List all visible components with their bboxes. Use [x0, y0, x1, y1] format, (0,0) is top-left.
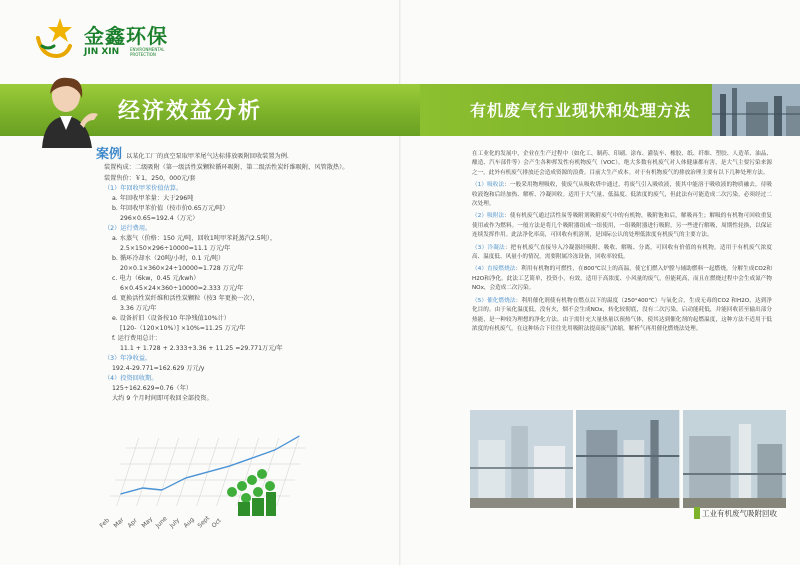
device-price: 装置售价：￥1，250，000元/套	[104, 175, 196, 182]
logo-subtitle: ENVIRONMENTAL PROTECTION	[130, 47, 165, 57]
device-config: 装置构成：二级吸附（第一级活性炭颗粒循环吸附、第二级活性炭纤维吸附、风管散热）。	[104, 164, 349, 171]
calc-line: 192.4-29.771=162.629 万元/y	[112, 365, 205, 372]
method-tag: （3）冷凝法	[472, 244, 505, 251]
intro-paragraph: 在工业化的发展中，企业在生产过程中（如化工、制药、印刷、涂布、灌装车、橡胶、纸、纤维、塑胶、人造革、油品、酿造、汽车部件等）会产生各种挥发性有机物废气（VOC），绝大多数有机废气对人体健康都有害，是大气主要污染来源之一。此外有机废气排放还会造成资源的浪费。目前大生产成本。对于有机物废气的排放治理主要有以下几种处理方法。	[472, 151, 772, 176]
equipment-photos	[470, 410, 786, 508]
calc-line: c. 电力（6kw，0.45 元/kwh）	[112, 275, 200, 282]
calc-line: e. 设备折旧（设备按10 年净残值10%计）	[112, 315, 230, 322]
method-tag: （2）吸附法	[472, 213, 505, 220]
logo-chinese-name: 金鑫环保	[84, 24, 168, 48]
case-label: 案例	[96, 147, 123, 162]
logo-icon	[32, 16, 78, 62]
page-footer	[694, 507, 800, 519]
method-condensation	[472, 244, 772, 263]
section-heading: （3）年净收益。	[104, 355, 152, 362]
payback-note: 大约 9 个月时间即可收回全部投资。	[112, 395, 213, 402]
calc-line: a. 年回收甲苯量：大于296吨	[112, 195, 194, 202]
calc-line: a. 水蒸气（价格：150 元/吨，回收1吨甲苯耗蒸汽2.5吨），	[112, 235, 277, 242]
case-intro: 以某化工厂的真空泵取甲苯尾气达标排放吸附回收装置为例.	[126, 153, 289, 160]
economic-benefit-title: 经济效益分析	[118, 99, 263, 124]
plant-photo-3	[683, 410, 786, 508]
calc-line: 296×0.65=192.4（万元）	[120, 215, 199, 222]
month-label: Aug	[182, 516, 196, 530]
method-tag: （5）催化燃烧法	[472, 297, 516, 304]
calc-line: f. 运行费用总计：	[112, 335, 161, 342]
calc-line: d. 更换活性炭纤维和活性炭颗粒（按3 年更换一次），	[112, 295, 259, 302]
section-heading: （2）运行费用。	[104, 225, 152, 232]
plant-photo-1	[470, 410, 573, 508]
businesswoman-photo	[28, 70, 108, 148]
method-adsorption	[472, 212, 772, 240]
month-label: June	[154, 515, 169, 530]
calc-line: 20×0.1×360×24÷10000=1.728 万元/年	[120, 265, 244, 272]
calc-line: b. 循环冷却水（20吨/小时，0.1 元/吨）	[112, 255, 225, 262]
calc-line: 6×0.45×24×360÷10000=2.333 万元/年	[120, 285, 244, 292]
calc-line: 2.5×150×296÷10000=11.1 万元/年	[120, 245, 231, 252]
method-text: ：使有机废气通过活性炭等吸附剂吸附废气中的有机物，吸附饱和后，解吸再生；解吸的有机物可回收重复使用或作为燃料。一般方法是将几个吸附器组成一组使用，一组吸附器进行吸附，另一些进行解吸，周期性轮换，以保证连续发挥作用。此法净化率高，可回收有机溶剂，是国际公认的处理低浓度有机废气的主要方法。	[472, 213, 772, 239]
method-text: ：一般采用物理吸收，使废气从吸收塔中通过，将废气引入吸收液，使其中能溶于吸收液的物质融去，待吸收液饱和后经加热、解析、冷凝回收。适用于大气量、低温度、低浓度的废气，但此法有可能造成二次污染，必须经过二次处理。	[472, 182, 772, 208]
month-label: Sept	[196, 514, 212, 530]
calc-line: 3.36 万元/年	[120, 305, 157, 312]
month-label: Feb	[98, 516, 111, 530]
calc-line: [120-（120×10%）] ×10%=11.25 万元/年	[120, 325, 246, 332]
section-heading: （4）投资回收期。	[104, 375, 158, 382]
economic-analysis-text	[96, 147, 386, 404]
method-text: ：利用有机物的可燃性，在800℃以上的高温，使它们燃入炉膛与辅助燃料一起燃烧，分解生成CO2和H2O和净化。此法工艺简单，投资小，有效，适用于高浓度、小风量的废气，但能耗高，而且在燃烧过程中会生成氮产物NOx，会造成二次污染。	[472, 266, 772, 292]
green-figures-group	[227, 469, 276, 516]
month-label: May	[140, 515, 155, 530]
month-label: July	[168, 516, 182, 530]
calc-line: 11.1 + 1.728 + 2.333+3.36 + 11.25 =29.771万元/年	[120, 345, 283, 352]
method-direct-combustion	[472, 265, 772, 293]
month-label: Apr	[126, 517, 139, 530]
company-logo	[32, 14, 202, 66]
method-tag: （1）吸收法	[472, 182, 505, 189]
treatment-methods-text	[472, 150, 772, 337]
industry-status-title: 有机废气行业现状和处理方法	[470, 101, 692, 120]
footer-accent-bar	[694, 507, 700, 519]
factory-photo	[712, 84, 800, 136]
footer-label: 工业有机废气吸附回收	[702, 509, 777, 518]
calc-line: b. 年回收甲苯价值（按市价0.65万元/吨）	[112, 205, 229, 212]
month-label: Mar	[112, 516, 126, 530]
method-absorption	[472, 181, 772, 209]
method-tag: （4）直接燃烧法	[472, 266, 516, 273]
growth-chart-illustration	[92, 428, 322, 538]
method-catalytic-combustion	[472, 297, 772, 335]
method-text: ：利用催化剂使有机物在燃点以下的温度（250°400℃）与氧化合，生成无毒的CO2 和H2O，达到净化目的。由于氧化温度低，没有火，烟不会生成NOx，转化较彻底，没有二次污染，启动能耗低，并能回收甚至输出部分热能，是一种较为理想的净化方法。由于需针充大量热量以预热气体，使其达到催化剂的起燃温度，这种方法不适用于低浓度的有机废气，在这种场合下往往先用吸附法提高废气浓缩，解析气再用催化燃烧法处理。	[472, 297, 773, 332]
month-label: Oct	[210, 517, 223, 530]
plant-photo-2	[576, 410, 679, 508]
logo-english-name: JIN XIN	[84, 47, 120, 57]
calc-line: 125÷162.629=0.76（年）	[112, 385, 193, 392]
section-heading: （1）年回收甲苯价值估算。	[104, 185, 183, 192]
method-text: ：把有机废气直接导入冷凝器经吸附、吸收、解吸、分离，可回收有价值的有机物。适用于有机废气浓度高、温度低、风量小的情况，需要附属冷冻设备，回收率较低。	[472, 244, 772, 261]
